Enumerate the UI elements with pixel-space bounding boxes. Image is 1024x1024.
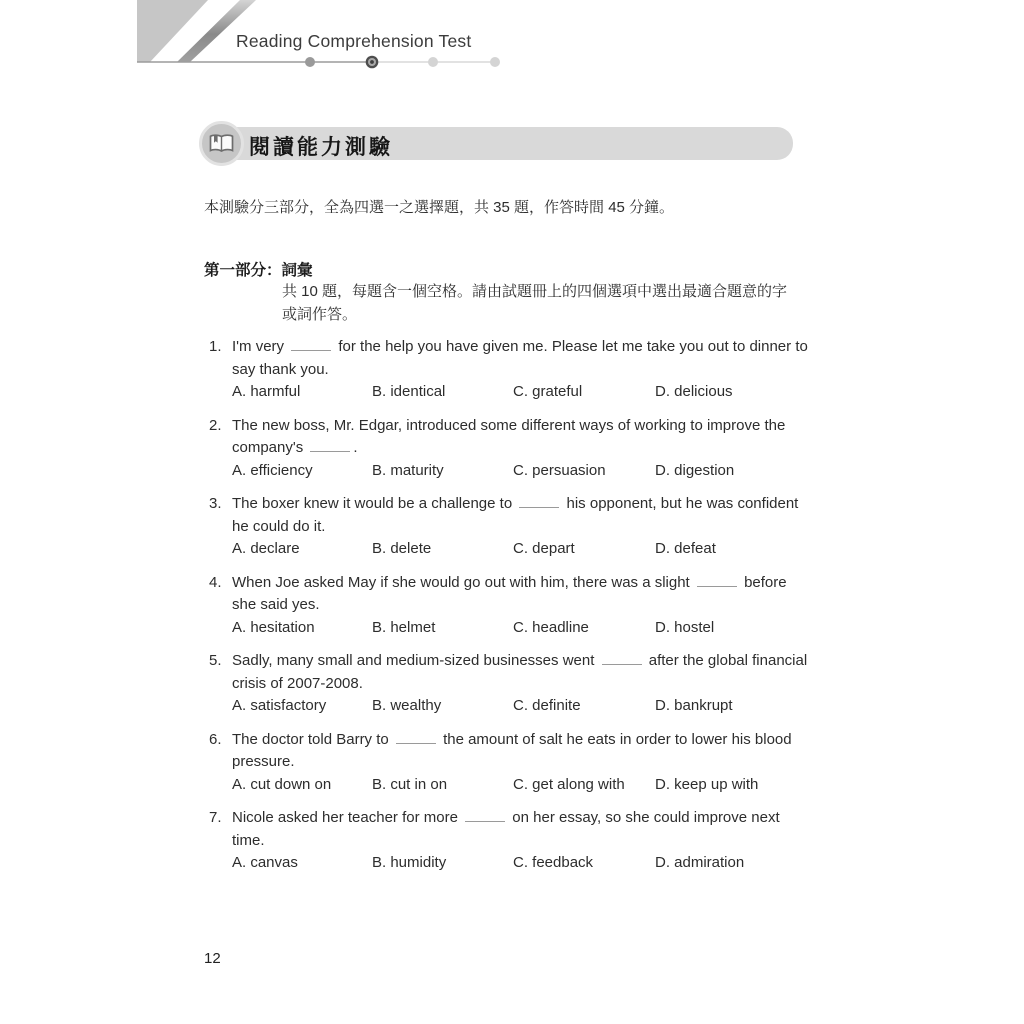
question-options <box>232 695 808 718</box>
question-item <box>204 336 808 404</box>
question-text-line: When Joe asked May if she would go out with him, there was a slight before <box>232 573 787 591</box>
option-b: B. cut in on <box>372 775 448 793</box>
question-options <box>232 774 808 797</box>
option-a: A. hesitation <box>232 618 315 636</box>
option-b: B. wealthy <box>372 697 442 714</box>
question-text-line: pressure. <box>232 753 295 770</box>
option-c: C. grateful <box>513 383 583 400</box>
header-title: Reading Comprehension Test <box>236 31 472 51</box>
question-body <box>232 729 808 797</box>
answer-blank <box>602 651 642 665</box>
option-b: B. helmet <box>372 618 436 636</box>
option-b: B. maturity <box>372 461 444 479</box>
option-c: C. headline <box>513 618 589 636</box>
option-d: D. delicious <box>655 383 733 400</box>
question-text-line: say thank you. <box>232 360 329 378</box>
question-text-line: she said yes. <box>232 596 320 613</box>
part-instructions: 共 10 題，每題含一個空格。請由試題冊上的四個選項中選出最適合題意的字或詞作答。 <box>282 283 788 323</box>
question-number: 7. <box>209 809 222 826</box>
option-d: D. digestion <box>655 461 735 479</box>
question-text <box>232 572 808 617</box>
question-body <box>232 572 808 640</box>
open-book-icon-glyph <box>208 133 235 155</box>
question-options <box>232 852 808 875</box>
question-list <box>204 336 808 886</box>
option-d: D. bankrupt <box>655 697 733 714</box>
option-a: A. efficiency <box>232 461 313 479</box>
question-options <box>232 538 808 561</box>
question-text <box>232 807 808 852</box>
question-number: 4. <box>209 573 222 591</box>
question-text-line: company's . <box>232 439 358 456</box>
answer-blank <box>291 337 331 351</box>
section-banner <box>200 127 793 160</box>
option-a: A. canvas <box>232 854 298 871</box>
option-a: A. declare <box>232 540 300 557</box>
question-text-line: Sadly, many small and medium-sized businesses went after the global financial <box>232 652 808 669</box>
question-options <box>232 381 808 404</box>
option-c: C. depart <box>513 540 575 557</box>
question-body <box>232 415 808 483</box>
question-text-line: The doctor told Barry to the amount of salt he eats in order to lower his blood <box>232 730 792 748</box>
banner-title: 閱讀能力測驗 <box>249 136 393 159</box>
question-item <box>204 807 808 875</box>
progress-dot-4 <box>490 57 500 67</box>
progress-dot-3 <box>428 57 438 67</box>
question-text-line: I'm very for the help you have given me. Please let me take you out to dinner to <box>232 338 808 355</box>
option-d: D. admiration <box>655 854 745 871</box>
open-book-icon <box>199 121 244 166</box>
option-a: A. cut down on <box>232 775 332 793</box>
question-item <box>204 650 808 718</box>
page-number: 12 <box>204 950 221 967</box>
option-b: B. humidity <box>372 854 447 871</box>
test-intro: 本測驗分三部分，全為四選一之選擇題，共 35 題，作答時間 45 分鐘。 <box>204 199 675 216</box>
question-options <box>232 460 808 483</box>
question-text <box>232 336 808 381</box>
question-number: 6. <box>209 730 222 748</box>
option-c: C. feedback <box>513 854 594 871</box>
question-text-line: time. <box>232 831 265 849</box>
question-body <box>232 807 808 875</box>
question-text-line: Nicole asked her teacher for more on her essay, so she could improve next <box>232 809 780 826</box>
question-item <box>204 729 808 797</box>
question-item <box>204 415 808 483</box>
answer-blank <box>519 494 559 508</box>
question-text <box>232 729 808 774</box>
part-heading: 第一部分：詞彙 <box>204 262 313 279</box>
question-text-line: crisis of 2007-2008. <box>232 674 363 692</box>
question-number: 1. <box>209 338 222 355</box>
option-b: B. identical <box>372 383 446 400</box>
question-body <box>232 493 808 561</box>
option-a: A. harmful <box>232 383 301 400</box>
question-text <box>232 415 808 460</box>
question-body <box>232 650 808 718</box>
option-d: D. defeat <box>655 540 716 557</box>
option-b: B. delete <box>372 540 432 557</box>
question-body <box>232 336 808 404</box>
option-d: D. hostel <box>655 618 715 636</box>
question-text <box>232 493 808 538</box>
progress-dot-2-core <box>370 60 374 64</box>
question-item <box>204 493 808 561</box>
option-d: D. keep up with <box>655 775 759 793</box>
option-a: A. satisfactory <box>232 697 327 714</box>
question-item <box>204 572 808 640</box>
option-c: C. definite <box>513 697 581 714</box>
question-text-line: The boxer knew it would be a challenge to his opponent, but he was confident <box>232 495 799 512</box>
question-number: 3. <box>209 495 222 512</box>
question-options <box>232 617 808 640</box>
progress-dot-1 <box>305 57 315 67</box>
answer-blank <box>396 730 436 744</box>
answer-blank <box>697 573 737 587</box>
option-c: C. get along with <box>513 775 625 793</box>
answer-blank <box>310 438 350 452</box>
question-number: 5. <box>209 652 222 669</box>
option-c: C. persuasion <box>513 461 606 479</box>
question-number: 2. <box>209 416 222 434</box>
answer-blank <box>465 808 505 822</box>
question-text <box>232 650 808 695</box>
question-text-line: he could do it. <box>232 517 326 535</box>
question-text-line: The new boss, Mr. Edgar, introduced some different ways of working to improve the <box>232 416 786 434</box>
